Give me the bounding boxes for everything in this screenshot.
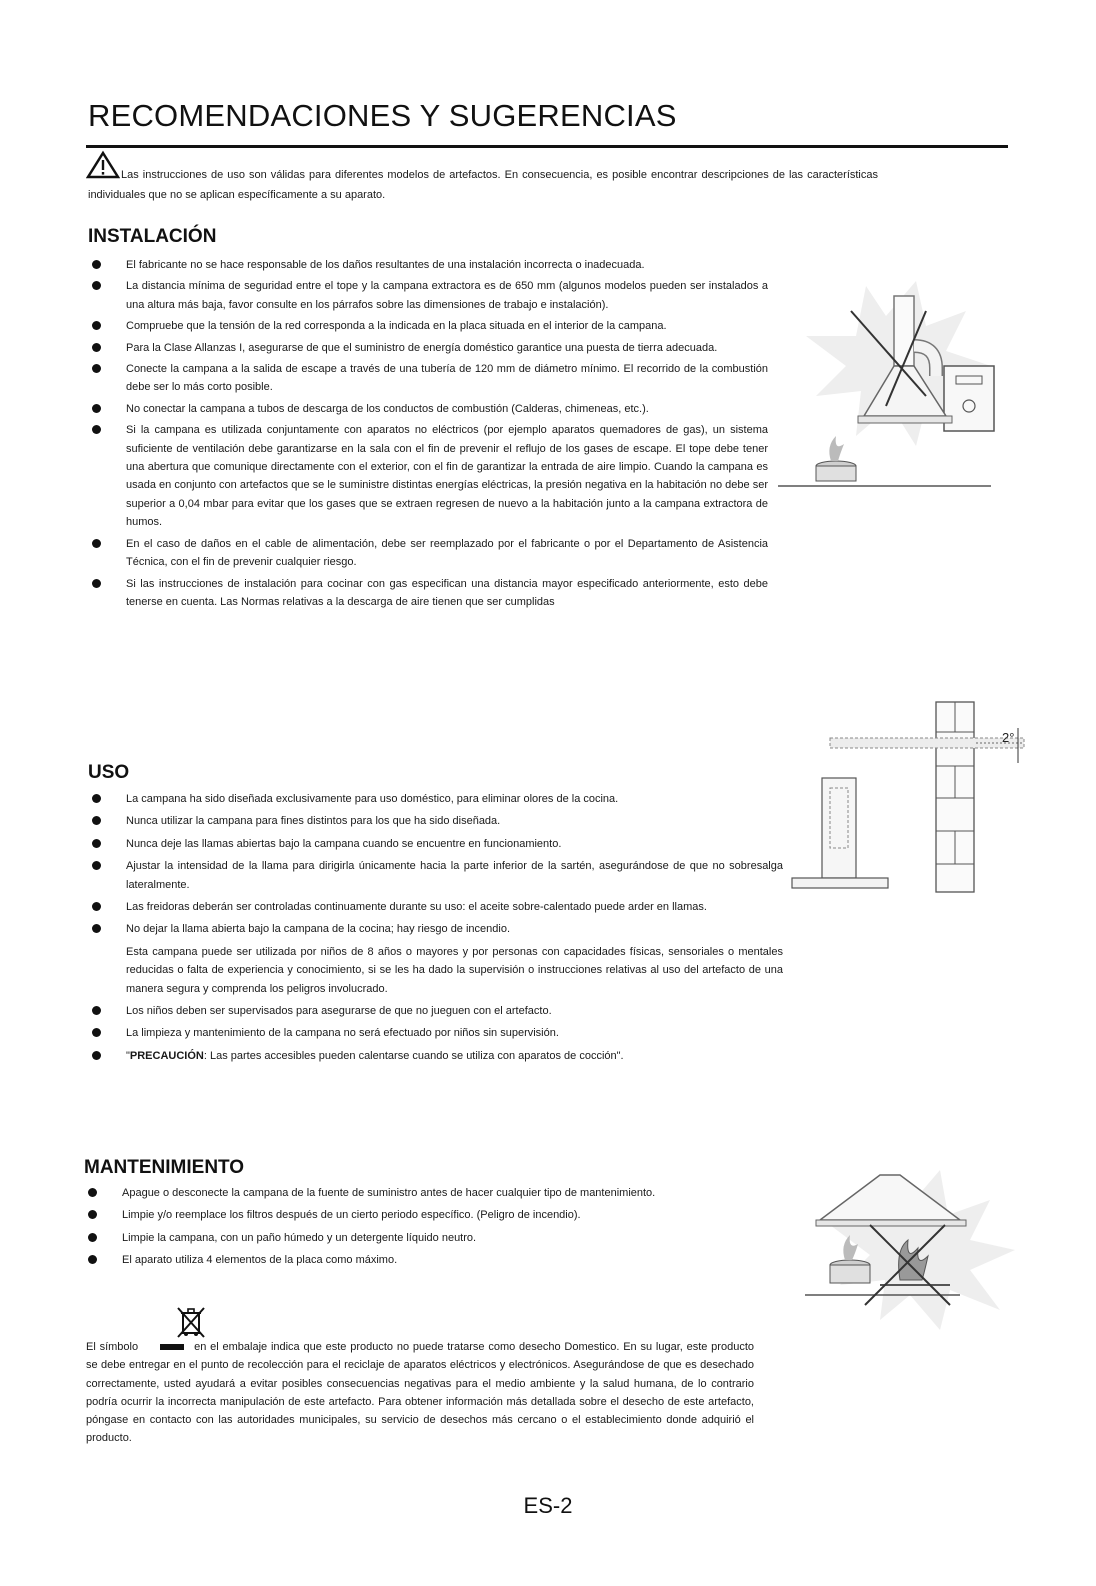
warning-text: Las instrucciones de uso son válidas para diferentes modelos de artefactos. En consecuencia, es posible encontrar descripciones de las características individuales que no se aplican específicamente a su aparato.: [88, 169, 878, 201]
list-item: La limpieza y mantenimiento de la campana no será efectuado por niños sin supervisión.: [88, 1024, 783, 1042]
list-item: Para la Clase Allanzas I, asegurarse de que el suministro de energía doméstico garantice una puesta de tierra adecuada.: [88, 339, 768, 357]
bullet-icon: [92, 364, 101, 373]
bullet-icon: [92, 539, 101, 548]
bullet-icon: [92, 1028, 101, 1037]
list-item: Nunca utilizar la campana para fines distintos para los que ha sido diseñada.: [88, 812, 783, 830]
bullet-icon: [92, 1051, 101, 1060]
bullet-icon: [92, 1006, 101, 1015]
list-item: Si las instrucciones de instalación para cocinar con gas especifican una distancia mayor especificado anteriormente, esto debe tenerse en cuenta. Las Normas relativas a la descarga de aire tienen que ser cumplidas: [88, 575, 768, 612]
duct-shape: [830, 738, 1024, 748]
bullet-icon: [92, 902, 101, 911]
list-item: Ajustar la intensidad de la llama para dirigirla únicamente hacia la parte inferior de la sartén, asegurándose de que no sobresalga lateralmente.: [88, 857, 783, 894]
uso-list: [88, 790, 783, 1065]
bullet-icon: [92, 839, 101, 848]
section-instalacion: [88, 226, 768, 611]
title-divider: [86, 145, 1008, 148]
list-item: La campana ha sido diseñada exclusivamente para uso doméstico, para eliminar olores de la cocina.: [88, 790, 783, 808]
section-heading-instalacion: INSTALACIÓN: [88, 226, 217, 247]
list-item: No conectar la campana a tubos de descarga de los conductos de combustión (Calderas, chimeneas, etc.).: [88, 400, 768, 418]
instalacion-list: [88, 256, 768, 611]
list-item: Los niños deben ser supervisados para asegurarse de que no jueguen con el artefacto.: [88, 1002, 783, 1020]
angle-label: 2°: [1002, 730, 1015, 745]
bullet-icon: [92, 404, 101, 413]
list-item-caution: "PRECAUCIÓN: Las partes accesibles pueden calentarse cuando se utiliza con aparatos de cocción".: [88, 1047, 783, 1065]
disposal-paragraph: [86, 1338, 754, 1448]
page-title: RECOMENDACIONES Y SUGERENCIAS: [88, 98, 677, 133]
bullet-icon: [92, 816, 101, 825]
list-item: Conecte la campana a la salida de escape a través de una tubería de 120 mm de diámetro mínimo. El recorrido de la combustión debe ser lo más corto posible.: [88, 360, 768, 397]
page-number: ES-2: [523, 1493, 573, 1518]
section-mantenimiento: [84, 1157, 794, 1270]
bullet-icon: [92, 924, 101, 933]
bullet-icon: [92, 579, 101, 588]
list-item: Nunca deje las llamas abiertas bajo la campana cuando se encuentre en funcionamiento.: [88, 835, 783, 853]
bullet-icon: [92, 794, 101, 803]
section-uso: [88, 762, 783, 1065]
hood-canopy: [792, 878, 888, 888]
bullet-icon: [92, 260, 101, 269]
bullet-icon: [92, 343, 101, 352]
mantenimiento-list: [84, 1184, 794, 1270]
chimney-duct: [894, 296, 914, 366]
bullet-icon: [92, 425, 101, 434]
bullet-icon: [88, 1188, 97, 1197]
bullet-icon: [92, 321, 101, 330]
list-item: Limpie la campana, con un paño húmedo y un detergente líquido neutro.: [84, 1229, 794, 1247]
list-item: Si la campana es utilizada conjuntamente con aparatos no eléctricos (por ejemplo aparatos quemadores de gas), un sistema suficiente de ventilación debe garantizarse en la sala con el fin de prevenir el reflujo de los gases de escape. El tope debe tener una abertura que comunique directamente con el exterior, con el fin de garantizar la entrada de aire limpio. Cuando la campana es usada en conjunto con artefactos que se le suministre distintas energías eléctricas, la presión negativa en la habitación no debe ser superior a 0,04 mbar para evitar que los gases que se extraen regresen de nuevo a la habitación junto a la campana extractora de humos.: [88, 421, 768, 531]
bullet-icon: [88, 1255, 97, 1264]
figure-duct-inclination: [786, 698, 1036, 898]
list-item: Esta campana puede ser utilizada por niños de 8 años o mayores y por personas con capacidades físicas, sensoriales o mentales reducidas o falta de experiencia y conocimiento, si se les ha dado la supervisión o instrucciones relativas al uso del artefacto de una manera segura y comprenda los peligros involucrado.: [126, 945, 783, 995]
list-item: El aparato utiliza 4 elementos de la placa como máximo.: [84, 1251, 794, 1269]
bullet-icon: [88, 1233, 97, 1242]
section-heading-uso: USO: [88, 762, 130, 783]
bin-bar-symbol: [160, 1344, 184, 1350]
bullet-icon: [88, 1210, 97, 1219]
figure-no-boiler-connection: [776, 276, 1016, 496]
caution-label: PRECAUCIÓN: [129, 1049, 204, 1062]
disposal-lead: El símbolo: [86, 1341, 139, 1353]
list-item: El fabricante no se hace responsable de los daños resultantes de una instalación incorrecta o inadecuada.: [88, 256, 768, 274]
bullet-icon: [92, 281, 101, 290]
bullet-icon: [92, 861, 101, 870]
list-item: Limpie y/o reemplace los filtros después de un cierto periodo específico. (Peligro de incendio).: [84, 1206, 794, 1224]
list-item: No dejar la llama abierta bajo la campana de la cocina; hay riesgo de incendio.: [88, 920, 783, 938]
list-item: Las freidoras deberán ser controladas continuamente durante su uso: el aceite sobre-calentado puede arder en llamas.: [88, 898, 783, 916]
section-heading-mantenimiento: MANTENIMIENTO: [84, 1157, 245, 1178]
list-item: Apague o desconecte la campana de la fuente de suministro antes de hacer cualquier tipo de mantenimiento.: [84, 1184, 794, 1202]
figure-no-flames: [800, 1170, 1020, 1330]
list-item: Compruebe que la tensión de la red corresponda a la indicada en la placa situada en el interior de la campana.: [88, 317, 768, 335]
list-item: En el caso de daños en el cable de alimentación, debe ser reemplazado por el fabricante o por el Departamento de Asistencia Técnica, con el fin de prevenir cualquier riesgo.: [88, 535, 768, 572]
hood-chimney: [822, 778, 856, 878]
disposal-text: en el embalaje indica que este producto no puede tratarse como desecho Domestico. En su lugar, este producto se debe entregar en el punto de recolección para el reciclaje de aparatos eléctricos y electrónicos. Asegurándose de que es desechado correctamente, usted ayudará a evitar posibles consecuencias negativas para el medio ambiente y la salud humana, de lo contrario podría ocurrir la incorrecta manipulación de este artefacto. Para obtener información más detallada sobre el desecho de este artefacto, póngase en contacto con las autoridades municipales, su servicio de desechos más cercano o el establecimiento donde adquirió el producto.: [86, 1341, 754, 1445]
crossed-bin-icon: [173, 1304, 209, 1340]
list-item: La distancia mínima de seguridad entre el tope y la campana extractora es de 650 mm (algunos modelos pueden ser instalados a una altura más baja, favor consulte en los párrafos sobre las dimensiones de trabajo e instalación).: [88, 277, 768, 314]
